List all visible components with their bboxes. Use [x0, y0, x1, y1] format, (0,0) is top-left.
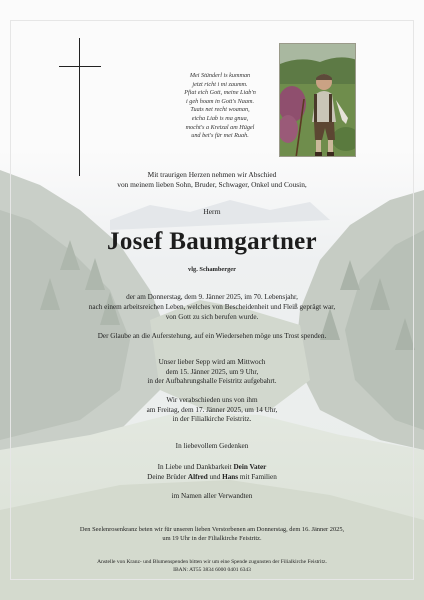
- poem-line: Mei Stünderl is kumman: [189, 72, 251, 79]
- cross-icon: [59, 38, 101, 178]
- donation-line: Anstelle von Kranz- und Blumenspenden bitten wir um eine Spende zugunsten der Filialkirche Feistritz.: [97, 559, 327, 565]
- alias: vlg. Schamberger: [188, 266, 236, 273]
- poem-line: jetzt richt i mi zaumm.: [192, 80, 248, 88]
- viewing-line: in der Aufbahrungshalle Feistritz aufgebahrt.: [147, 377, 277, 385]
- poem-line: Pfiat eich Gott, meine Liab'n: [184, 89, 256, 97]
- viewing-line: Unser lieber Sepp wird am Mittwoch: [158, 358, 266, 366]
- death-notice: [0, 292, 424, 322]
- deceased-name: Josef Baumgartner: [107, 228, 317, 255]
- family-line-brothers: [0, 472, 424, 482]
- relatives-text: im Namen aller Verwandten: [171, 492, 253, 500]
- death-notice-line: von Gott zu sich berufen wurde.: [165, 313, 259, 321]
- memory-text: In liebevollem Gedenken: [175, 442, 249, 450]
- funeral-line: am Freitag, dem 17. Jänner 2025, um 14 Uhr,: [146, 405, 278, 414]
- poem-line: Tuats net recht woanan,: [190, 106, 250, 114]
- death-notice-line: der am Donnerstag, dem 9. Jänner 2025, im 70. Lebensjahr,: [126, 293, 298, 301]
- viewing-notice: [0, 358, 424, 387]
- rosary-line: Den Seelenrosenkranz beten wir für unseren lieben Verstorbenen am Donnerstag, dem 16. Jänner 2025,: [79, 526, 345, 533]
- father-name: Dein Vater: [233, 463, 267, 471]
- poem-line: eicha Liab is ma gnua,: [191, 114, 249, 122]
- rosary-notice: [0, 525, 424, 543]
- death-notice-line: nach einem arbeitsreichen Leben, welches von Bescheidenheit und Fleiß geprägt war,: [88, 303, 336, 311]
- family-signature: [0, 462, 424, 482]
- faith-text: Der Glaube an die Auferstehung, auf ein Wiedersehen möge uns Trost spenden.: [97, 332, 327, 340]
- family-line-text: In Liebe und Dankbarkeit: [157, 463, 232, 471]
- viewing-line: dem 15. Jänner 2025, um 9 Uhr,: [165, 367, 259, 376]
- intro-line: Mit traurigen Herzen nehmen wir Abschied: [147, 170, 277, 179]
- family-line-text: Deine Brüder: [147, 473, 187, 481]
- iban: IBAN: AT55 3834 6000 0401 6343: [173, 566, 251, 573]
- brother-name: Hans: [222, 473, 239, 481]
- poem-line: mocht's a Kreizal am Hügel: [185, 123, 255, 131]
- portrait-photo-image: [280, 44, 356, 157]
- family-line-text: mit Familien: [239, 473, 277, 481]
- salutation: Herrn: [203, 207, 221, 216]
- donation-notice: [0, 559, 424, 574]
- family-line-text: und: [209, 473, 221, 481]
- portrait-photo: [279, 43, 356, 157]
- family-line-father: [0, 462, 424, 472]
- funeral-line: Wir verabschieden uns von ihm: [166, 396, 258, 404]
- funeral-notice: [0, 396, 424, 425]
- poem-line: i geh hoam in Gott's Naam.: [185, 97, 254, 105]
- funeral-line: in der Filialkirche Feistritz.: [172, 415, 252, 423]
- intro-line: von meinem lieben Sohn, Bruder, Schwager, Onkel und Cousin,: [117, 180, 307, 189]
- rosary-line: um 19 Uhr in der Filialkirche Feistritz.: [162, 535, 262, 542]
- intro-text: [0, 170, 424, 190]
- brother-name: Alfred: [187, 473, 208, 481]
- poem-line: und bet's für mei Ruah.: [191, 132, 249, 140]
